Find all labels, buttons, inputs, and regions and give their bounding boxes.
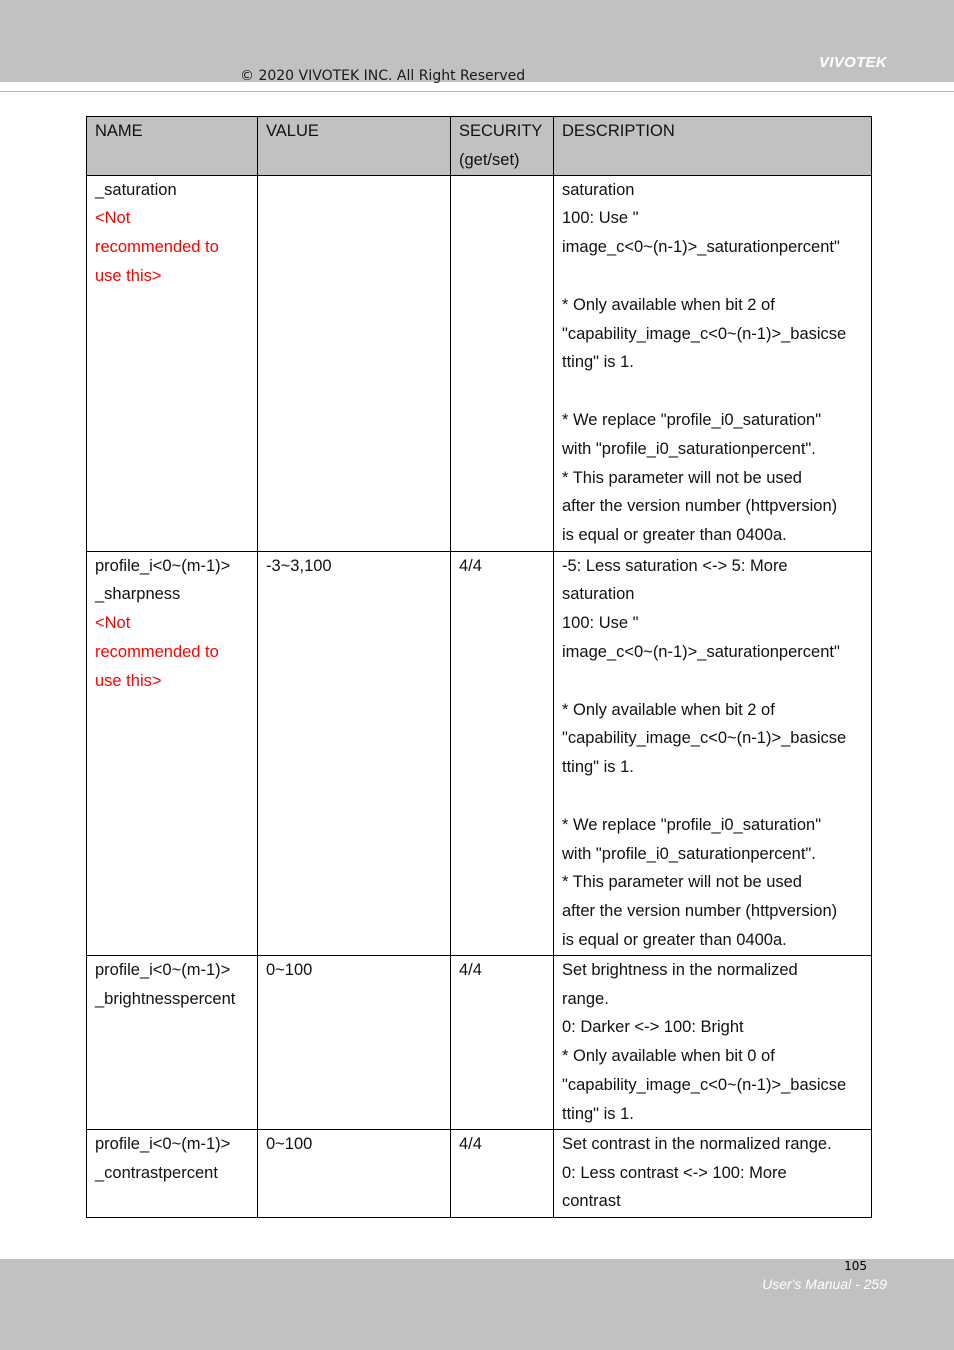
column-header-security: SECURITY (get/set) xyxy=(451,117,554,176)
name-cell: profile_i<0~(m-1)> _contrastpercent xyxy=(87,1129,258,1217)
parameter-table xyxy=(86,116,872,1218)
column-header-name: NAME xyxy=(87,117,258,176)
page-number: 105 xyxy=(844,1259,867,1273)
manual-page-label: User's Manual - 259 xyxy=(762,1276,887,1292)
description-cell: Set contrast in the normalized range. 0: Less contrast <-> 100: More contrast xyxy=(554,1129,872,1217)
security-cell: 4/4 xyxy=(451,955,554,1129)
description-cell: Set brightness in the normalized range. 0: Darker <-> 100: Bright * Only available when bit 0 of "capability_image_c<0~(n-1)>_basicse tting" is 1. xyxy=(554,955,872,1129)
description-cell: saturation 100: Use " image_c<0~(n-1)>_saturationpercent" * Only available when bit 2 of "capability_image_c<0~(n-1)>_basicse tting" is 1. * We replace "profile_i0_saturation" with "profile_i0_saturationpercent". * This parameter will not be used after the version number (httpversion) is equal or greater than 0400a. xyxy=(554,175,872,551)
table-header-row xyxy=(87,117,872,176)
not-recommended-note: <Not recommended to use this> xyxy=(95,209,219,285)
column-header-description: DESCRIPTION xyxy=(554,117,872,176)
not-recommended-note: <Not recommended to use this> xyxy=(95,614,219,690)
name-cell xyxy=(87,551,258,955)
table-row xyxy=(87,551,872,955)
value-cell: 0~100 xyxy=(258,1129,451,1217)
name-cell: profile_i<0~(m-1)> _brightnesspercent xyxy=(87,955,258,1129)
security-cell xyxy=(451,175,554,551)
table-row xyxy=(87,955,872,1129)
security-cell: 4/4 xyxy=(451,1129,554,1217)
value-cell: 0~100 xyxy=(258,955,451,1129)
brand-logo: VIVOTEK xyxy=(819,54,887,71)
copyright-notice: © 2020 VIVOTEK INC. All Right Reserved xyxy=(240,68,526,84)
table-row xyxy=(87,1129,872,1217)
footer-band xyxy=(0,1259,954,1350)
value-cell: -3~3,100 xyxy=(258,551,451,955)
name-cell xyxy=(87,175,258,551)
column-header-value: VALUE xyxy=(258,117,451,176)
value-cell xyxy=(258,175,451,551)
header-divider xyxy=(0,91,954,92)
parameter-name: _saturation xyxy=(95,180,177,199)
table-row xyxy=(87,175,872,551)
description-cell: -5: Less saturation <-> 5: More saturation 100: Use " image_c<0~(n-1)>_saturationpercent" * Only available when bit 2 of "capability_image_c<0~(n-1)>_basicse tting" is 1. * We replace "profile_i0_saturation" with "profile_i0_saturationpercent". * This parameter will not be used after the version number (httpversion) is equal or greater than 0400a. xyxy=(554,551,872,955)
parameter-name: profile_i<0~(m-1)> _sharpness xyxy=(95,556,231,604)
security-cell: 4/4 xyxy=(451,551,554,955)
